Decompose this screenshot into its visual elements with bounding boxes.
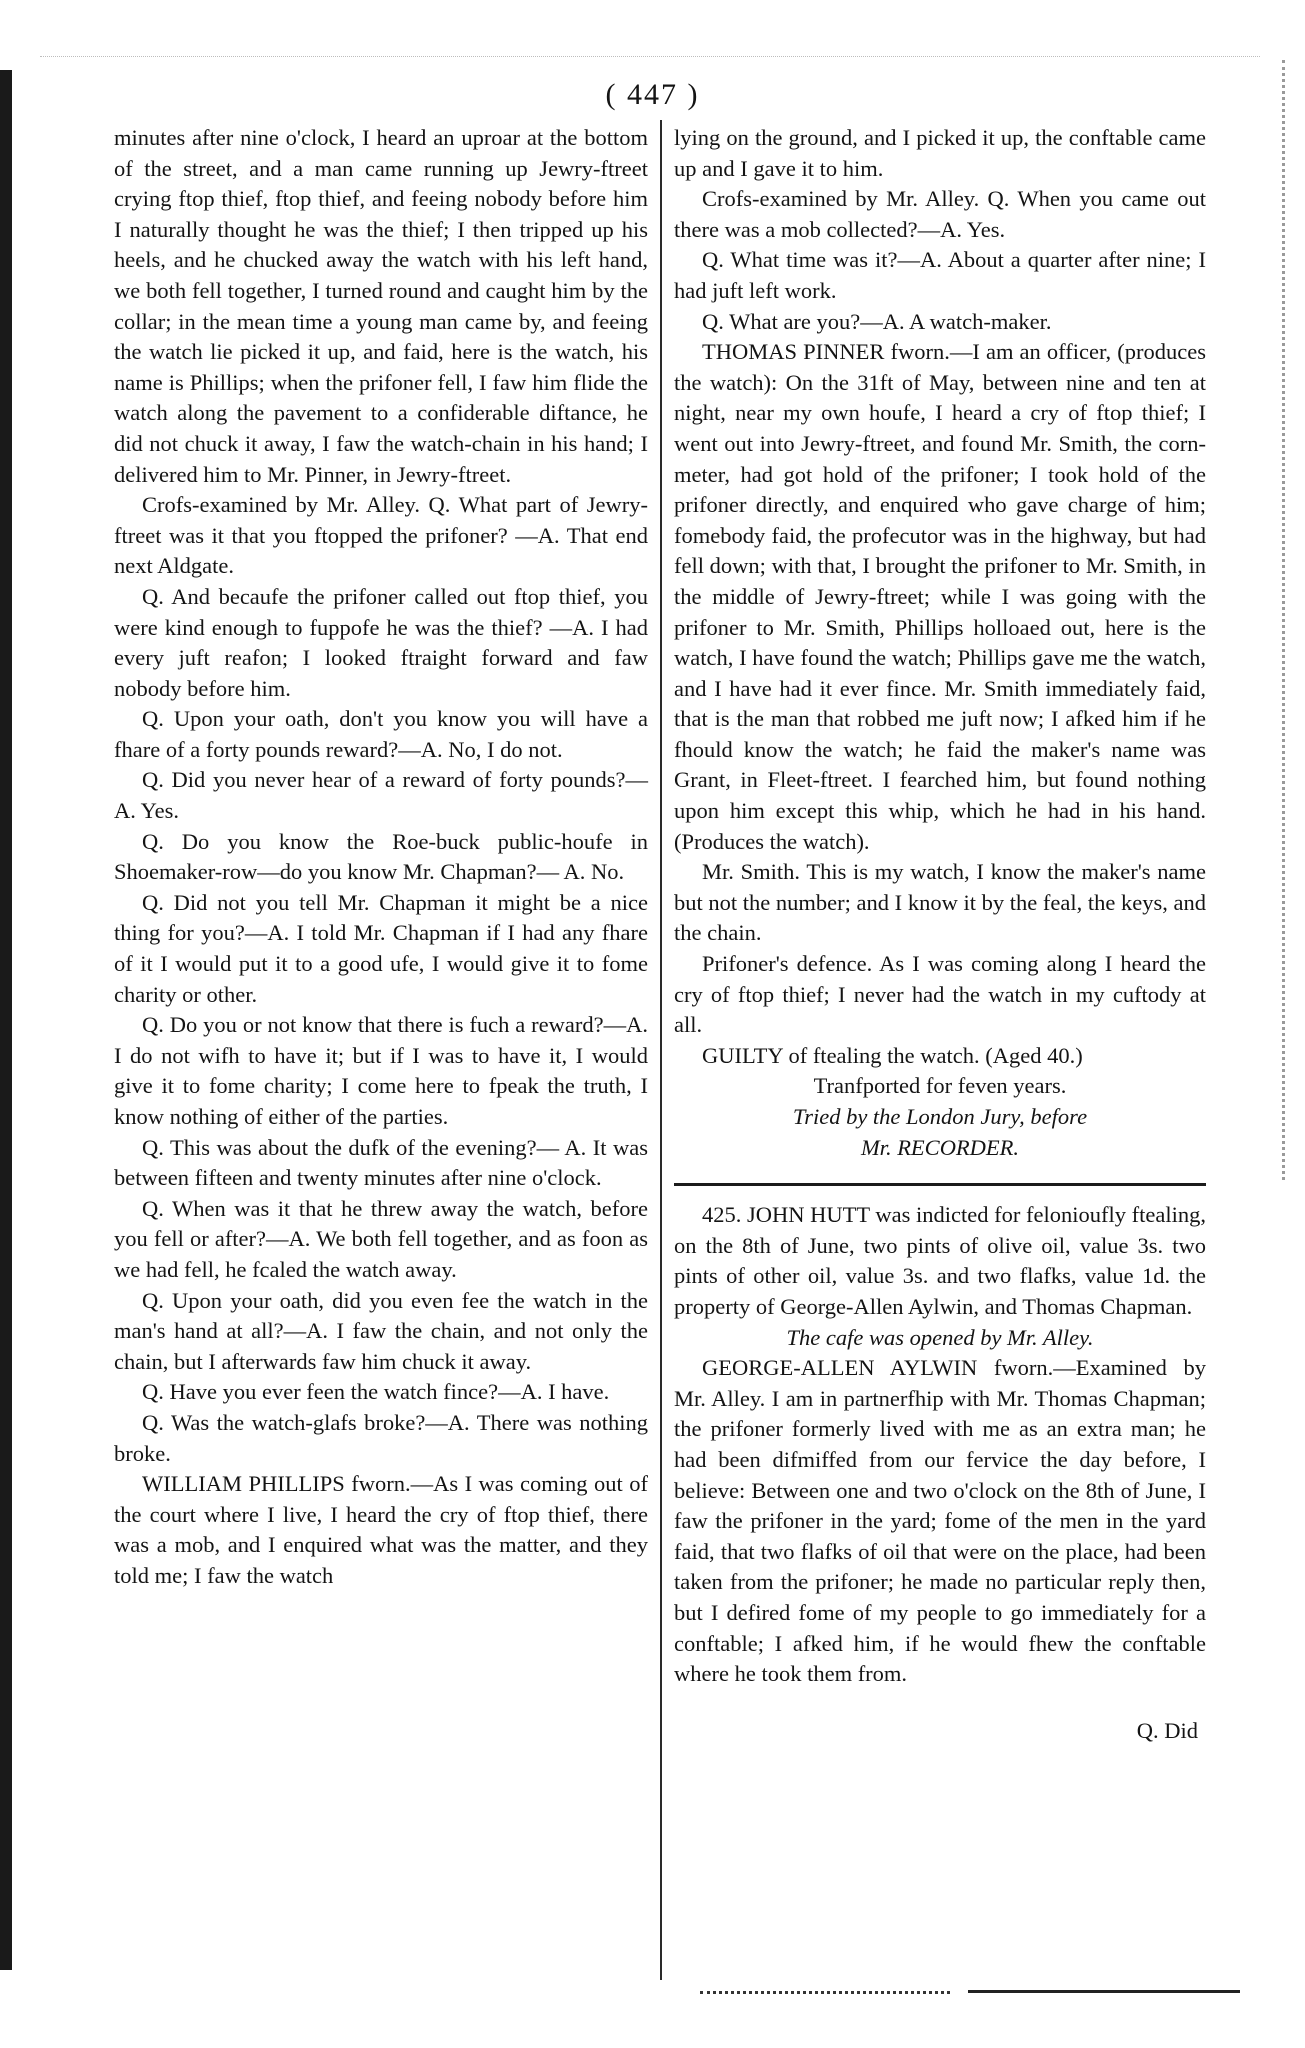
left-column	[114, 123, 648, 1592]
binding-edge	[0, 70, 12, 1970]
scan-artifact-top	[40, 56, 1260, 58]
paragraph: THOMAS PINNER fworn.—I am an officer, (produces the watch): On the 31ft of May, between nine and ten at night, near my own houfe, I heard a cry of ftop thief; I went out into Jewry-ftreet, and found Mr. Smith, the corn-meter, had got hold of the prifoner; I took hold of the prifoner directly, and enquired who gave charge of him; fomebody faid, the profecutor was in the highway, but had fell down; with that, I brought the prifoner to Mr. Smith, in the middle of Jewry-ftreet; while I was going with the prifoner to Mr. Smith, Phillips holloaed out, here is the watch, I have found the watch; Phillips gave me the watch, and I have had it ever fince. Mr. Smith immediately faid, that is the man that robbed me juft now; I afked him if he fhould know the watch; he faid the maker's name was Grant, in Fleet-ftreet. I fearched him, but found nothing upon him except this whip, which he had in his hand. (Produces the watch).	[674, 339, 1206, 854]
page-number: ( 447 )	[605, 78, 700, 111]
bottom-rule	[968, 1990, 1240, 1993]
paragraph: Q. Upon your oath, don't you know you will have a fhare of a forty pounds reward?—A. No, I do not.	[114, 706, 648, 762]
paragraph: Q. Was the watch-glafs broke?—A. There was nothing broke.	[114, 1409, 648, 1466]
paragraph: WILLIAM PHILLIPS fworn.—As I was coming out of the court where I live, I heard the cry of ftop thief, there was a mob, and I enquired what was the matter, and they told me; I faw the watch	[114, 1471, 648, 1588]
scan-artifact-right	[1268, 60, 1285, 1180]
paragraph: Q. What time was it?—A. About a quarter after nine; I had juft left work.	[674, 247, 1206, 303]
paragraph: Q. And becaufe the prifoner called out ftop thief, you were kind enough to fuppofe he was the thief? —A. I had every juft reafon; I looked ftraight forward and faw nobody before him.	[114, 583, 648, 701]
sentence: Tranfported for feven years.	[813, 1073, 1067, 1099]
case-opened: The cafe was opened by Mr. Alley.	[786, 1324, 1094, 1350]
paragraph: Q. Upon your oath, did you even fee the watch in the man's hand at all?—A. I faw the chain, and not only the chain, but I afterwards faw him chuck it away.	[114, 1287, 648, 1374]
paragraph: Crofs-examined by Mr. Alley. Q. What part of Jewry-ftreet was it that you ftopped the prifoner? —A. That end next Aldgate.	[114, 492, 648, 579]
paragraph: Prifoner's defence. As I was coming along I heard the cry of ftop thief; I never had the watch in my cuftody at all.	[674, 951, 1206, 1038]
right-column	[674, 123, 1206, 1746]
paragraph: Mr. Smith. This is my watch, I know the maker's name but not the number; and I know it by the feal, the keys, and the chain.	[674, 859, 1206, 946]
paragraph: lying on the ground, and I picked it up, the conftable came up and I gave it to him.	[674, 125, 1206, 181]
paragraph: Q. Have you ever feen the watch fince?—A. I have.	[142, 1379, 610, 1405]
verdict: GUILTY of ftealing the watch. (Aged 40.)	[702, 1042, 1083, 1068]
judge: Mr. RECORDER.	[860, 1134, 1020, 1160]
catchword: Q. Did	[1136, 1717, 1198, 1743]
paragraph: Q. Do you know the Roe-buck public-houfe in Shoemaker-row—do you know Mr. Chapman?— A. No.	[114, 828, 648, 885]
paragraph: GEORGE-ALLEN AYLWIN fworn.—Examined by Mr. Alley. I am in partnerfhip with Mr. Thomas Chapman; the prifoner formerly lived with me as an extra man; he had been difmiffed from our fervice the day before, I believe: Between one and two o'clock on the 8th of June, I faw the prifoner in the yard; fome of the men in the yard faid, that two flafks of oil that were on the place, had been taken from the prifoner; he made no particular reply then, but I defired fome of my people to go immediately for a conftable; I afked him, if he would fhew the conftable where he took them from.	[674, 1355, 1206, 1687]
tried-by: Tried by the London Jury, before	[792, 1104, 1088, 1129]
paragraph: Crofs-examined by Mr. Alley. Q. When you came out there was a mob collected?—A. Yes.	[674, 186, 1206, 242]
case-heading: 425. JOHN HUTT was indicted for felonioufly ftealing, on the 8th of June, two pints of olive oil, value 3s. two pints of other oil, value 3s. and two flafks, value 1d. the property of George-Allen Aylwin, and Thomas Chapman.	[674, 1202, 1206, 1319]
paragraph: Q. This was about the dufk of the evening?— A. It was between fifteen and twenty minutes after nine o'clock.	[114, 1134, 648, 1191]
paragraph: Q. What are you?—A. A watch-maker.	[702, 308, 1052, 334]
case-separator-rule	[674, 1183, 1206, 1186]
paragraph: minutes after nine o'clock, I heard an uproar at the bottom of the street, and a man came running up Jewry-ftreet crying ftop thief, ftop thief, and feeing nobody before him I naturally thought he was the thief; I then tripped up his heels, and he chucked away the watch with his left hand, we both fell together, I turned round and caught him by the collar; in the mean time a young man came by, and feeing the watch lie picked it up, and faid, here is the watch, his name is Phillips; when the prifoner fell, I faw him flide the watch along the pavement to a confiderable diftance, he did not chuck it away, I faw the watch-chain in his hand; I delivered him to Mr. Pinner, in Jewry-ftreet.	[114, 125, 648, 487]
paragraph: Q. Did you never hear of a reward of forty pounds?—A. Yes.	[114, 767, 648, 824]
paragraph: Q. Do you or not know that there is fuch a reward?—A. I do not wifh to have it; but if I was to have it, I would give it to fome charity; I come here to fpeak the truth, I know nothing of either of the parties.	[114, 1012, 648, 1129]
paragraph: Q. Did not you tell Mr. Chapman it might be a nice thing for you?—A. I told Mr. Chapman if I had any fhare of it I would put it to a good ufe, I would give it to fome charity or other.	[114, 889, 648, 1007]
paragraph: Q. When was it that he threw away the watch, before you fell or after?—A. We both fell together, and as foon as we had fell, he fcaled the watch away.	[114, 1195, 648, 1282]
bottom-ornament-dots	[700, 1991, 950, 1994]
column-divider	[660, 120, 662, 1980]
